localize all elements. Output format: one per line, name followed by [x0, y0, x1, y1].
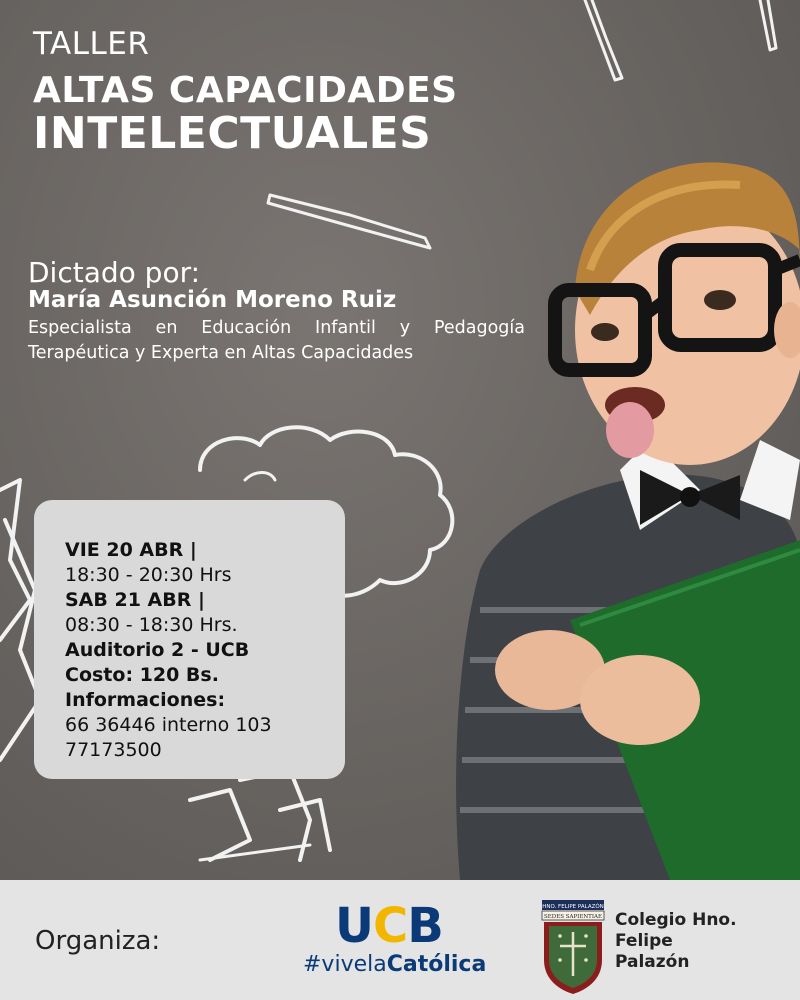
ucb-logo-u: U	[335, 898, 373, 954]
footer-bar	[0, 880, 800, 1000]
phone-2: 77173500	[65, 739, 162, 761]
crest-motto-text: SEDES SAPIENTIAE	[544, 914, 602, 920]
organizer-label: Organiza:	[35, 926, 161, 956]
school-name-line1: Colegio Hno.	[615, 910, 737, 930]
school-crest-icon	[540, 898, 606, 996]
ucb-hashtag	[303, 952, 486, 977]
school-name	[615, 910, 737, 973]
time-day2: 08:30 - 18:30 Hrs.	[65, 614, 238, 636]
ucb-logo-c: C	[372, 898, 408, 954]
school-name-line3: Palazón	[615, 952, 690, 972]
school-name-line2: Felipe	[615, 931, 673, 951]
event-info-box	[34, 500, 345, 779]
venue: Auditorio 2 - UCB	[65, 639, 250, 661]
child-with-glasses-illustration	[440, 140, 800, 880]
title-line-1: ALTAS CAPACIDADES	[33, 70, 458, 111]
cost: Costo: 120 Bs.	[65, 664, 219, 686]
ucb-logo-b: B	[407, 898, 443, 954]
phone-1: 66 36446 interno 103	[65, 714, 272, 736]
date-day2: SAB 21 ABR |	[65, 589, 205, 611]
ucb-hashtag-bold: Católica	[386, 952, 487, 977]
ucb-logo	[335, 898, 443, 954]
date-day1: VIE 20 ABR |	[65, 539, 197, 561]
info-label: Informaciones:	[65, 689, 226, 711]
speaker-description: Especialista en Educación Infantil y Pedagogía Terapéutica y Experta en Altas Capacidades	[28, 318, 525, 363]
title-line-2: INTELECTUALES	[33, 108, 432, 159]
ucb-hashtag-light: #vivela	[303, 952, 387, 977]
time-day1: 18:30 - 20:30 Hrs	[65, 564, 232, 586]
speaker-name: María Asunción Moreno Ruiz	[28, 287, 397, 313]
speaker-label: Dictado por:	[28, 256, 201, 289]
crest-top-text: HNO. FELIPE PALAZÓN	[542, 904, 604, 910]
workshop-label: TALLER	[33, 26, 150, 62]
